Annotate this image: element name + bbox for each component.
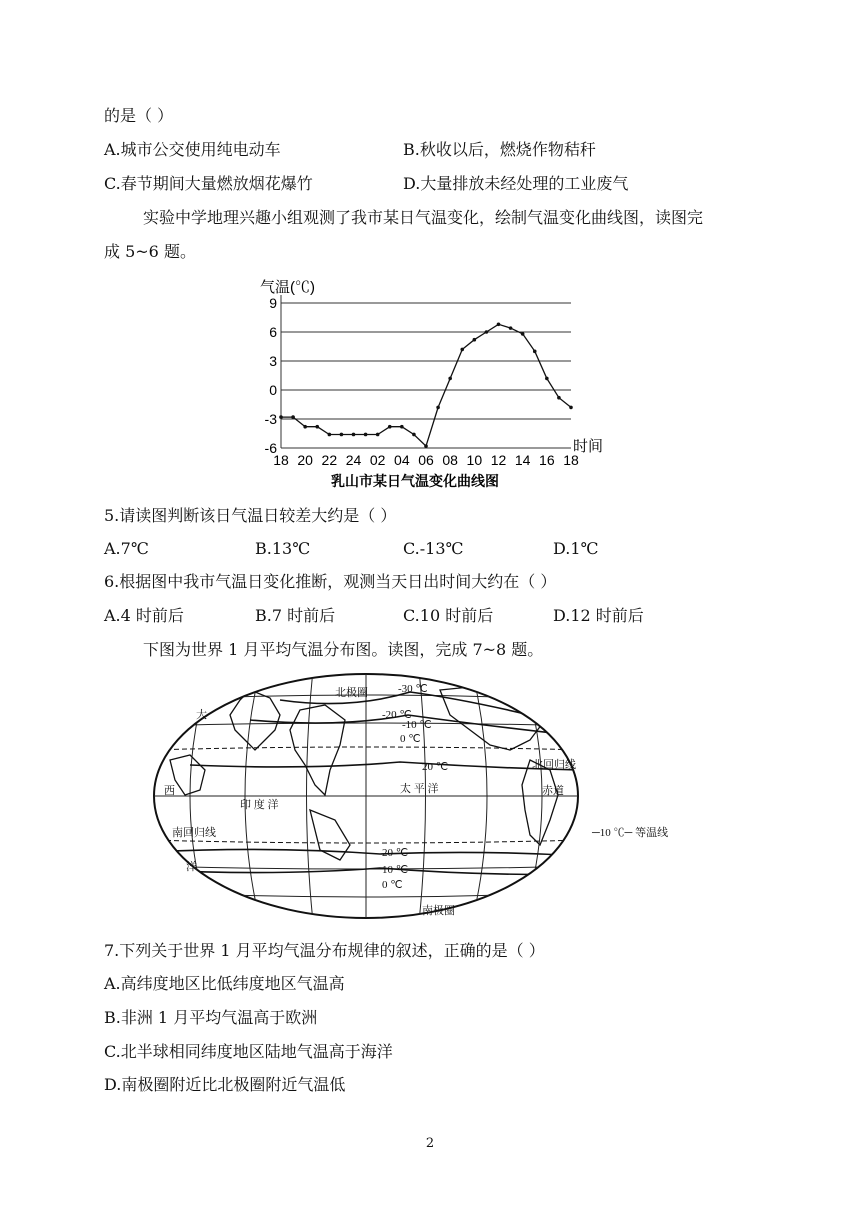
- page-number: 2: [425, 1136, 435, 1151]
- data-point: [376, 433, 380, 437]
- data-point: [291, 415, 295, 419]
- y-tick-label: 9: [269, 295, 277, 311]
- data-point: [436, 406, 440, 410]
- q4-option-a: A.城市公交使用纯电动车: [104, 140, 281, 159]
- data-point: [364, 433, 368, 437]
- intro-5-6-line1: 实验中学地理兴趣小组观测了我市某日气温变化，绘制气温变化曲线图，读图完: [143, 208, 704, 227]
- arctic-circle-label: 北极圈: [335, 687, 368, 699]
- data-point: [400, 425, 404, 429]
- data-point: [340, 433, 344, 437]
- chart-x-tick-labels: [273, 452, 579, 468]
- q7-option-a: A.高纬度地区比低纬度地区气温高: [104, 974, 345, 993]
- pacific-ocean-label: 太 平 洋: [400, 783, 439, 795]
- q5-option-c: C.-13℃: [403, 539, 464, 558]
- data-point: [424, 444, 428, 448]
- big-label: 大: [196, 709, 207, 721]
- q7-stem: 7.下列关于世界 1 月平均气温分布规律的叙述，正确的是（ ）: [104, 941, 545, 960]
- world-january-temperature-map: [150, 670, 705, 922]
- q5-stem: 5.请读图判断该日气温日较差大约是（ ）: [104, 506, 397, 525]
- isotherm-10-south-label: 10 ℃: [382, 864, 409, 876]
- isotherm-minus10-label: -10 ℃: [402, 719, 432, 731]
- temperature-line-chart: [255, 273, 615, 493]
- data-point: [388, 425, 392, 429]
- chart-x-axis-label: 时间: [573, 438, 604, 455]
- q4-stem-tail: 的是（ ）: [104, 106, 174, 125]
- temperature-line: [281, 324, 571, 446]
- data-point: [533, 350, 537, 354]
- x-tick-label: 08: [442, 452, 458, 468]
- x-tick-label: 16: [539, 452, 555, 468]
- x-tick-label: 18: [273, 452, 289, 468]
- data-point: [328, 433, 332, 437]
- chart-grid: [281, 295, 571, 448]
- q5-option-a: A.7℃: [104, 539, 149, 558]
- q5-option-d: D.1℃: [553, 539, 599, 558]
- data-point: [460, 348, 464, 352]
- isotherm-legend: ─10 ℃─ 等温线: [592, 827, 669, 839]
- y-tick-label: -6: [264, 440, 277, 456]
- q7-option-b: B.非洲 1 月平均气温高于欧洲: [104, 1008, 318, 1027]
- data-point: [315, 425, 319, 429]
- isotherm-0-south-label: 0 ℃: [382, 879, 403, 891]
- y-tick-label: 3: [269, 353, 277, 369]
- data-point: [557, 396, 561, 400]
- tropic-of-capricorn-label: 南回归线: [172, 827, 216, 839]
- x-tick-label: 02: [369, 452, 386, 468]
- x-tick-label: 24: [345, 452, 362, 468]
- isotherm-20-south-label: 20 ℃: [382, 847, 409, 859]
- intro-7-8: 下图为世界 1 月平均气温分布图。读图，完成 7~8 题。: [143, 640, 544, 659]
- equator-label: 赤道: [542, 785, 564, 797]
- q6-option-b: B.7 时前后: [255, 606, 336, 625]
- data-point: [569, 406, 573, 410]
- data-point: [303, 425, 307, 429]
- chart-y-tick-labels: [265, 295, 278, 456]
- x-tick-label: 06: [418, 452, 434, 468]
- data-point: [509, 326, 513, 330]
- q6-option-c: C.10 时前后: [403, 606, 494, 625]
- data-point: [521, 332, 525, 336]
- data-point: [473, 338, 477, 342]
- x-tick-label: 22: [321, 452, 338, 468]
- x-tick-label: 04: [394, 452, 410, 468]
- x-tick-label: 20: [297, 452, 313, 468]
- data-point: [448, 377, 452, 381]
- chart-series: [279, 322, 573, 447]
- ocean-char-label: 洋: [186, 861, 197, 873]
- intro-5-6-line2: 成 5~6 题。: [104, 242, 196, 261]
- q7-option-c: C.北半球相同纬度地区陆地气温高于海洋: [104, 1042, 393, 1061]
- isotherm-20-north-label: 20 ℃: [422, 761, 449, 773]
- q7-option-d: D.南极圈附近比北极圈附近气温低: [104, 1075, 346, 1094]
- west-label: 西: [164, 785, 175, 797]
- antarctic-circle-label: 南极圈: [422, 905, 455, 917]
- data-point: [497, 322, 501, 326]
- q5-option-b: B.13℃: [255, 539, 311, 558]
- data-point: [352, 433, 356, 437]
- q6-stem: 6.根据图中我市气温日变化推断，观测当天日出时间大约在（ ）: [104, 572, 557, 591]
- x-tick-label: 14: [514, 452, 531, 468]
- isotherm-minus20-label: -20 ℃: [382, 709, 412, 721]
- isotherm-minus30-label: -30 ℃: [398, 683, 428, 695]
- y-tick-label: -3: [264, 411, 277, 427]
- isotherm-0-label: 0 ℃: [400, 733, 421, 745]
- q6-option-d: D.12 时前后: [553, 606, 644, 625]
- map-graticule: [150, 670, 582, 922]
- chart-y-axis-label: 气温(℃): [260, 279, 315, 296]
- q4-option-b: B.秋收以后，燃烧作物秸秆: [403, 140, 596, 159]
- x-tick-label: 10: [466, 452, 483, 468]
- q6-option-a: A.4 时前后: [104, 606, 184, 625]
- q4-option-c: C.春节期间大量燃放烟花爆竹: [104, 174, 313, 193]
- x-tick-label: 18: [563, 452, 579, 468]
- x-tick-label: 12: [490, 452, 507, 468]
- y-tick-label: 0: [269, 382, 277, 398]
- data-point: [545, 377, 549, 381]
- data-point: [485, 330, 489, 334]
- y-tick-label: 6: [269, 324, 277, 340]
- data-point: [279, 415, 283, 419]
- data-point: [412, 433, 416, 437]
- chart-title: 乳山市某日气温变化曲线图: [331, 473, 499, 489]
- tropic-of-cancer-label: 北回归线: [532, 759, 576, 771]
- q4-option-d: D.大量排放未经处理的工业废气: [403, 174, 629, 193]
- indian-ocean-label: 印 度 洋: [240, 799, 279, 811]
